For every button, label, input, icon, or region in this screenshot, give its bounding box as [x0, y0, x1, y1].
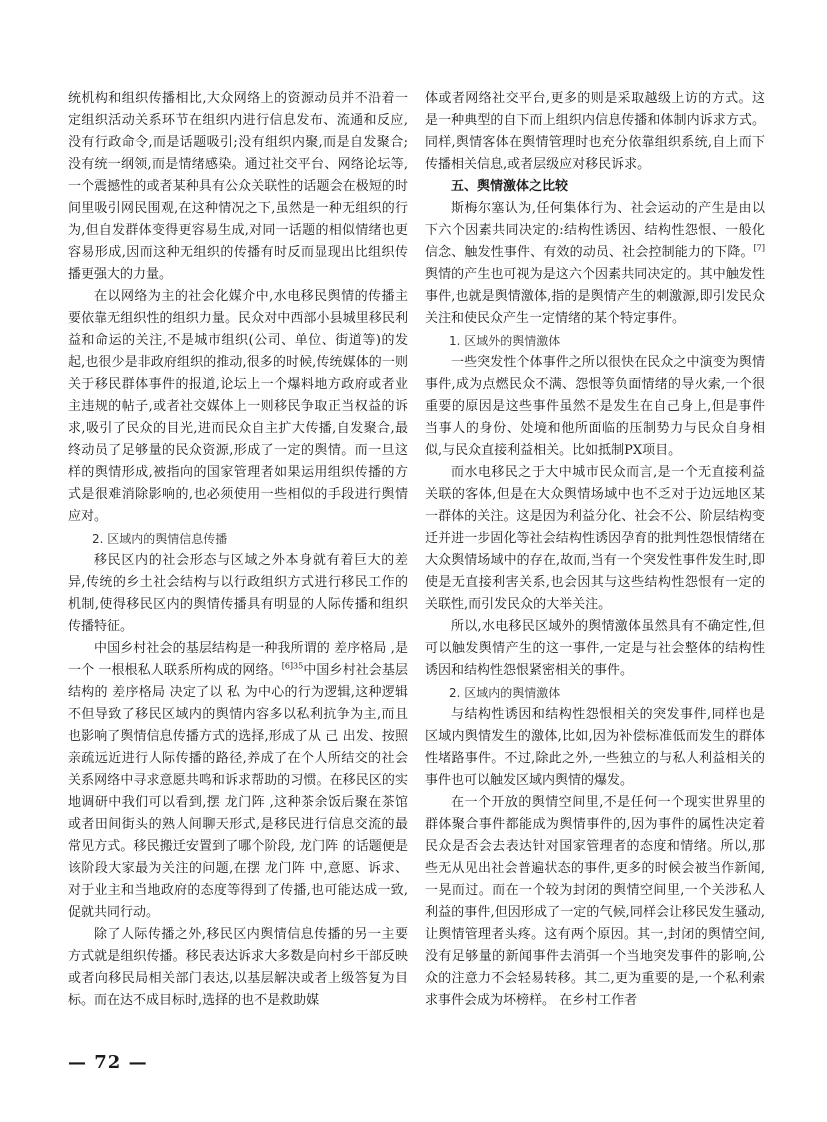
paragraph: 而水电移民之于大中城市民众而言,是一个无直接利益关联的客体,但是在大众舆情场域中也不乏对于边远地区某一群体的关注。这是因为利益分化、社会不公、阶层结构变迁并进一步固化等社会结构性诱因孕育的批判性怨恨情绪在大众舆情场域中的存在,故而,当有一个突发性事件发生时,即使是无直接利害关系,也会因其与这些结构性怨恨有一定的关联性,而引发民众的大举关注。 [425, 465, 765, 612]
paragraph: 在一个开放的舆情空间里,不是任何一个现实世界里的群体聚合事件都能成为舆情事件的,因为事件的属性决定着民众是否会去表达针对国家管理者的态度和情绪。所以,那些无从见出社会普遍状态的事件,更多的时候会被当作新闻,一晃而过。而在一个较为封闭的舆情空间里,一个关涉私人利益的事件,但因形成了一定的气候,同样会让移民发生骚动,让舆情管理者头疼。这有两个原因。其一,封闭的舆情空间,没有足够量的新闻事件去消弭一个当地突发事件的影响,公众的注意力不会轻易转移。其二,更为重要的是,一个私利索求事件会成为坏榜样。 在乡村工作者 [425, 795, 765, 1008]
paragraph-text: 中国乡村社会基层结构的 差序格局 决定了以 私 为中心的行为逻辑,这种逻辑不但导致了移民区域内的舆情内容多以私利抗争为主,而且也影响了舆情信息传播方式的选择,形成了从 己 出发、按照亲疏远近进行人际传播的路径,养成了在个人所结交的社会关系网络中寻求意愿共鸣和诉求帮助的习惯。在移民区的实地调研中我们可以看到,摆 龙门阵 ,这种茶余饭后聚在茶馆或者田间街头的熟人间聊天形式,是移民进行信息交流的最常见方式。移民搬迁安置到了哪个阶段, 龙门阵 的话题便是该阶段大家最为关注的问题,在摆 龙门阵 中,意愿、诉求、对于业主和当地政府的态度等得到了传播,也可能达成一致,促就共同行动。 [68, 663, 408, 920]
left-column [68, 88, 408, 1012]
citation: [7] [753, 243, 765, 253]
paragraph [425, 198, 765, 330]
paragraph: 统机构和组织传播相比,大众网络上的资源动员并不沿着一定组织活动关系环节在组织内进行信息发布、流通和反应,没有行政命令,而是话题吸引;没有组织内聚,而是自发聚合;没有统一纲领,而是情绪感染。通过社交平台、网络论坛等,一个震撼性的或者某种具有公众关联性的话题会在极短的时间里吸引网民围观,在这种情况之下,虽然是一种无组织的行为,但自发群体变得更容易生成,对同一话题的相似情绪也更容易形成,因而这种无组织的传播有时反而显现出比组织传播更强大的力量。 [68, 91, 408, 282]
paragraph: 与结构性诱因和结构性怨恨相关的突发事件,同样也是区域内舆情发生的激体,比如,因为补偿标准低而发生的群体性堵路事件。不过,除此之外,一些独立的与私人利益相关的事件也可以触发区域内舆情的爆发。 [425, 707, 765, 788]
paragraph: 所以,水电移民区域外的舆情激体虽然具有不确定性,但可以触发舆情产生的这一事件,一定是与社会整体的结构性诱因和结构性怨恨紧密相关的事件。 [425, 619, 765, 678]
paragraph [68, 638, 408, 924]
citation: [6]35 [281, 661, 304, 671]
paragraph-text: 斯梅尔塞认为,任何集体行为、社会运动的产生是由以下六个因素共同决定的:结构性诱因、结构性怨恨、一般化信念、触发性事件、有效的动员、社会控制能力的下降。 [425, 201, 765, 260]
subsection-heading: 1. 区域外的舆情激体 [449, 334, 561, 348]
paragraph: 在以网络为主的社会化媒介中,水电移民舆情的传播主要依靠无组织性的组织力量。民众对中西部小县城里移民利益和命运的关注,不是城市组织(公司、单位、街道等)的发起,也很少是非政府组织的推动,很多的时候,传统媒体的一则关于移民群体事件的报道,论坛上一个爆料地方政府或者业主违规的帖子,或者社交媒体上一则移民争取正当权益的诉求,吸引了民众的目光,进而民众自主扩大传播,自发聚合,最终动员了足够量的民众资源,形成了一定的舆情。而一旦这样的舆情形成,被指向的国家管理者如果运用组织传播的方式是很难消除影响的,也必须使用一些相似的手段进行舆情应对。 [68, 289, 408, 524]
paragraph: 除了人际传播之外,移民区内舆情信息传播的另一主要方式就是组织传播。移民表达诉求大多数是向村乡干部反映或者向移民局相关部门表达,以基层解决或者上级答复为目标。而在达不成目标时,选择的也不是救助媒 [68, 927, 408, 1008]
paragraph: 体或者网络社交平台,更多的则是采取越级上访的方式。这是一种典型的自下而上组织内信息传播和体制内诉求方式。同样,舆情客体在舆情管理时也充分依靠组织系统,自上而下传播相关信息,或者层级应对移民诉求。 [425, 91, 765, 172]
paragraph-text: 舆情的产生也可视为是这六个因素共同决定的。其中触发性事件,也就是舆情激体,指的是舆情产生的刺激源,即引发民众关注和使民众产生一定情绪的某个特定事件。 [425, 267, 765, 326]
paragraph-text: 中国乡村社会的基层结构是一种我所谓的 差序格局 ,是一个 一根根私人联系所构成的网络。 [68, 641, 408, 678]
right-column [425, 88, 765, 1012]
subsection-heading: 2. 区域内的舆情信息传播 [92, 532, 228, 546]
section-heading: 五、舆情激体之比较 [451, 179, 569, 194]
paragraph: 一些突发性个体事件之所以很快在民众之中演变为舆情事件,成为点燃民众不满、怨恨等负面情绪的导火索,一个很重要的原因是这些事件虽然不是发生在自己身上,但是事件当事人的身份、处境和他所面临的压制势力与民众自身相似,与民众直接利益相关。比如抵制PX项目。 [425, 355, 765, 458]
subsection-heading: 2. 区域内的舆情激体 [449, 686, 561, 700]
page-number: — 72 — [68, 1052, 148, 1073]
paragraph: 移民区内的社会形态与区域之外本身就有着巨大的差异,传统的乡土社会结构与以行政组织方式进行移民工作的机制,使得移民区内的舆情传播具有明显的人际传播和组织传播特征。 [68, 553, 408, 634]
